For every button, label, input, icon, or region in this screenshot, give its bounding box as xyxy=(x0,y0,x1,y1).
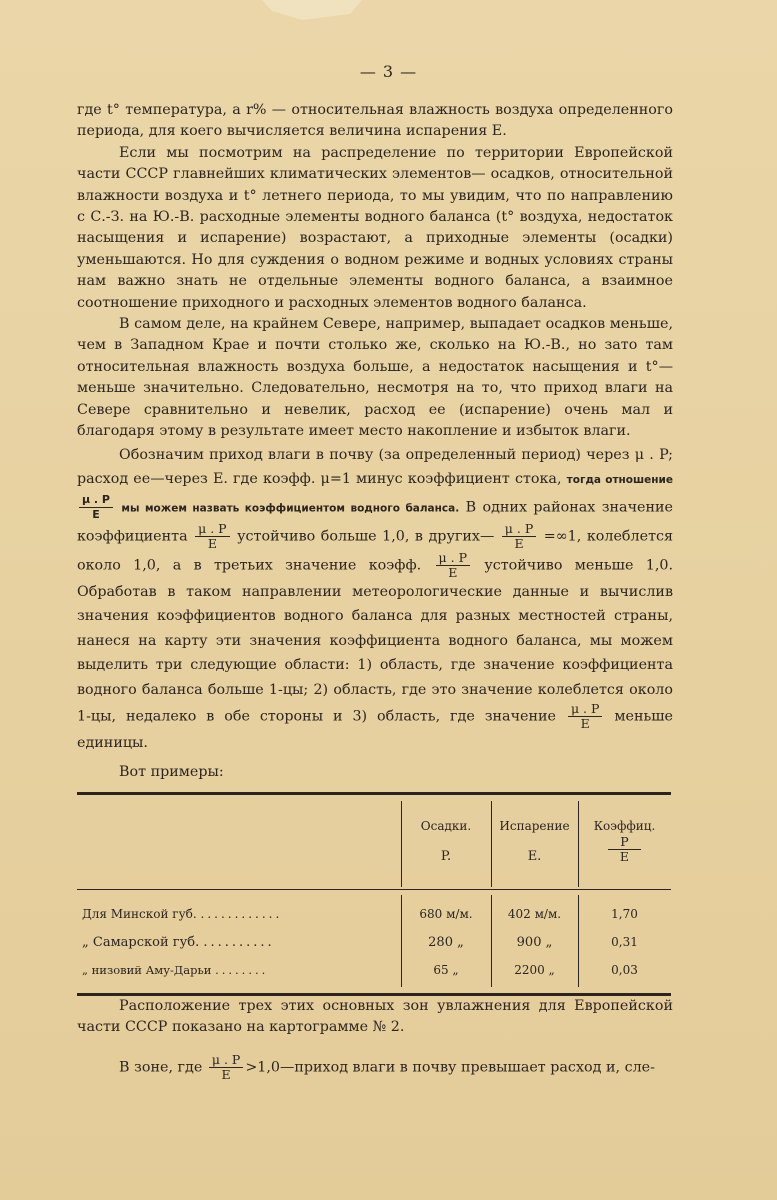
examples-table xyxy=(77,792,671,996)
header-coefficient: Коэффиц. xyxy=(593,819,656,833)
row-evaporation: 402 м/м. xyxy=(507,907,562,921)
fraction-denominator: E xyxy=(580,716,590,731)
coefficient-fraction xyxy=(195,522,229,551)
paragraph-4-part-b: В одних районах значение коэффициента xyxy=(77,499,673,544)
fraction-numerator: μ . P xyxy=(79,493,113,508)
fraction-numerator: μ . P xyxy=(195,522,229,537)
coefficient-fraction xyxy=(79,493,113,522)
paragraph-5: Расположение трех этих основных зон увлажнения для Европейской части СССР показано на картограмме № 2. xyxy=(77,998,673,1036)
paragraph-3: В самом деле, на крайнем Севере, например, выпадает осадков меньше, чем в Западном Крае и почти столько же, сколько на Ю.-В., но зато там относительная влажность воздуха больше, а недостаток насыщения и t°— меньше значительно. Следовательно, несмотря на то, что приход влаги на Севере сравнительно и невелик, расход ее (испарение) очень мал и благодаря этому в результате имеет место накопление и избыток влаги. xyxy=(77,316,673,440)
table-divider xyxy=(401,801,402,887)
coefficient-fraction xyxy=(502,522,536,551)
paragraph-1: где t° температура, a r% — относительная влажность воздуха определенного периода, для коего вычисляется величина испарения E. xyxy=(77,102,673,140)
fraction-numerator: μ . P xyxy=(209,1053,243,1068)
table-header-rule xyxy=(77,889,671,890)
header-precipitation: Осадки. xyxy=(420,819,472,833)
paragraph-6-part-b: >1,0—приход влаги в почву превышает расход и, сле- xyxy=(245,1059,655,1076)
table-row-label xyxy=(82,907,282,921)
paragraph-4-bold-2: мы можем назвать коэффициентом водного баланса. xyxy=(121,502,460,514)
examples-label: Вот примеры: xyxy=(119,764,224,780)
row-label-text: Для Минской губ. xyxy=(82,907,197,921)
body-text-upper xyxy=(77,100,673,756)
fraction-denominator: E xyxy=(448,564,458,580)
coefficient-fraction xyxy=(209,1053,243,1082)
fraction-numerator: μ . P xyxy=(568,702,602,717)
row-coefficient: 0,31 xyxy=(611,935,638,949)
fraction-denominator: E xyxy=(221,1066,231,1082)
paragraph-4 xyxy=(77,443,673,756)
coefficient-fraction xyxy=(436,551,470,580)
leader-dots: ............ xyxy=(200,907,283,921)
header-precipitation-symbol: P. xyxy=(440,849,452,864)
fraction-numerator: μ . P xyxy=(502,522,536,537)
header-fraction-numerator: P xyxy=(608,835,640,850)
torn-paper-edge xyxy=(262,0,362,20)
row-precipitation: 280 „ xyxy=(428,935,464,950)
table-row-label xyxy=(82,963,268,977)
paragraph-6 xyxy=(77,1053,673,1082)
page-number: — 3 — xyxy=(359,62,418,81)
leader-dots: .......... xyxy=(203,935,275,950)
fraction-numerator: μ . P xyxy=(436,551,470,566)
fraction-denominator: E xyxy=(514,535,524,551)
paragraph-4-part-e: меньше единицы. xyxy=(77,708,674,751)
header-evaporation-symbol: E. xyxy=(527,849,542,864)
coefficient-fraction xyxy=(608,835,640,864)
paragraph-4-bold-1: тогда отношение xyxy=(566,474,674,486)
row-label-text: „ Самарской губ. xyxy=(82,935,200,950)
paragraph-2: Если мы посмотрим на распределение по территории Европейской части СССР главнейших климатических элементов— осадков, относительной влажности воздуха и t° летнего периода, то мы увидим, что по направлению с С.-З. на Ю.-В. расходные элементы водного баланса (t° воздуха, недостаток насыщения и испарение) возрастают, а приходные элементы (осадки) уменьшаются. Но для суждения о водном режиме и водных условиях страны нам важно знать не отдельные элементы водного баланса, а взаимное соотношение приходного и расходных элементов водного баланса. xyxy=(77,144,673,311)
examples-heading-block xyxy=(77,762,673,783)
row-coefficient: 1,70 xyxy=(611,907,638,921)
paragraph-4-part-d: устойчиво меньше 1,0. Обработав в таком направлении метеорологические данные и вычислив значения коэффициентов водного баланса для разных местностей страны, нанеся на карту эти значения коэффициента водного баланса, мы можем выделить три следующие области: 1) область, где значение коэффициента водного баланса больше 1-цы; 2) область, где это значение колеблется около 1-цы, недалеко в обе стороны и 3) область, где значение xyxy=(77,557,674,725)
paragraph-4-part-c: устойчиво больше 1,0, в других— xyxy=(237,528,495,544)
header-fraction-denominator: E xyxy=(619,849,630,864)
row-precipitation: 65 „ xyxy=(433,963,459,977)
coefficient-fraction xyxy=(568,702,602,731)
row-coefficient: 0,03 xyxy=(611,963,638,977)
header-coefficient-fraction xyxy=(578,835,671,864)
paragraph-4-part-c2: =∞1, колеблется около 1,0, а в третьих значение коэфф. xyxy=(77,528,674,573)
table-row-label xyxy=(82,935,275,950)
fraction-denominator: E xyxy=(92,507,100,521)
table-divider xyxy=(491,801,492,887)
row-evaporation: 2200 „ xyxy=(514,963,555,977)
row-label-text: „ низовий Аму-Дарьи xyxy=(82,963,212,977)
row-evaporation: 900 „ xyxy=(516,935,553,950)
fraction-denominator: E xyxy=(207,535,217,551)
leader-dots: ........ xyxy=(215,963,269,977)
header-evaporation: Испарение xyxy=(499,819,570,833)
row-precipitation: 680 м/м. xyxy=(419,907,473,921)
paragraph-4-part-a: Обозначим приход влаги в почву (за определенный период) через μ . P; расход ее—через E. где коэфф. μ=1 минус коэффициент стока, xyxy=(77,446,673,487)
body-text-lower xyxy=(77,996,673,1082)
paragraph-6-part-a: В зоне, где xyxy=(119,1059,203,1076)
